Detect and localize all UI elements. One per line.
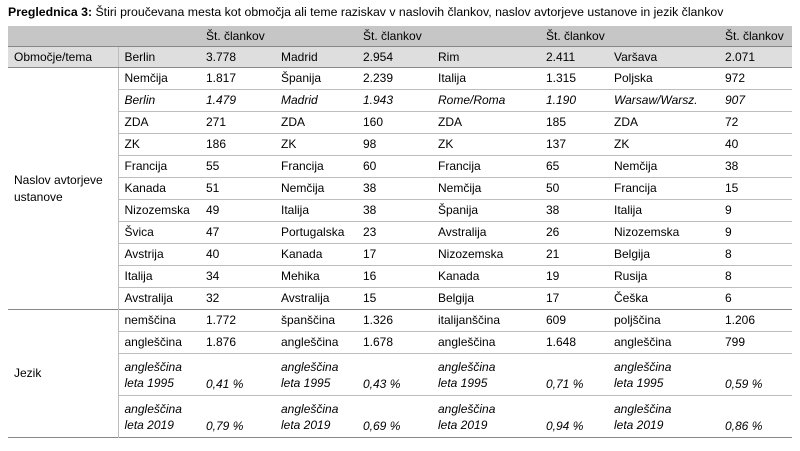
cell-count: 1.772: [200, 310, 275, 332]
cell-count: 8: [719, 266, 792, 288]
cell-count: 6: [719, 288, 792, 310]
city-count: 2.954: [357, 47, 432, 68]
cell-count: 15: [719, 178, 792, 200]
table-row: [8, 332, 792, 354]
cell-country: Rusija: [608, 266, 719, 288]
cell-country: Kanada: [432, 266, 540, 288]
cell-share-value: 0,43 %: [357, 354, 432, 396]
cell-count: 47: [200, 222, 275, 244]
cell-share-label: [608, 396, 719, 438]
cell-count: 65: [540, 156, 608, 178]
cell-share-label: [432, 396, 540, 438]
caption-label: Preglednica 3:: [8, 5, 93, 19]
table-row: [8, 244, 792, 266]
cell-count: 32: [200, 288, 275, 310]
cell-language: angleščina: [275, 332, 357, 354]
count-header: Št. člankov: [719, 26, 792, 47]
cell-country: Nemčija: [608, 156, 719, 178]
cell-language: nemščina: [118, 310, 200, 332]
cell-count: 15: [357, 288, 432, 310]
cell-country: Italija: [608, 200, 719, 222]
cell-count: 40: [719, 134, 792, 156]
cell-count: 72: [719, 112, 792, 134]
cell-country: Francija: [608, 178, 719, 200]
cell-country: Nemčija: [432, 178, 540, 200]
table-row: [8, 266, 792, 288]
cell-count: 1.876: [200, 332, 275, 354]
share-label-line: angleščina: [438, 359, 496, 374]
cell-count: 98: [357, 134, 432, 156]
cell-country: ZK: [608, 134, 719, 156]
cell-country: ZDA: [608, 112, 719, 134]
cell-country: Nemčija: [118, 68, 200, 90]
cell-language: angleščina: [118, 332, 200, 354]
table-row: [8, 288, 792, 310]
cell-count: 17: [357, 244, 432, 266]
cell-share-label: [118, 396, 200, 438]
cell-share-value: 0,94 %: [540, 396, 608, 438]
cell-country: Nizozemska: [432, 244, 540, 266]
cell-country: Francija: [275, 156, 357, 178]
cell-count: 38: [719, 156, 792, 178]
group-label-language: Jezik: [8, 310, 118, 438]
cell-country: Francija: [432, 156, 540, 178]
cell-country: Avstralija: [118, 288, 200, 310]
cell-count: 50: [540, 178, 608, 200]
cell-count: 16: [357, 266, 432, 288]
cell-country: Mehika: [275, 266, 357, 288]
share-label-line: angleščina: [438, 401, 496, 416]
cell-country: Češka: [608, 288, 719, 310]
cell-count: 1.206: [719, 310, 792, 332]
cell-count: 1.648: [540, 332, 608, 354]
share-label-line: angleščina: [281, 359, 339, 374]
city-name: Varšava: [608, 47, 719, 68]
cell-count: 23: [357, 222, 432, 244]
cell-count: 1.190: [540, 90, 608, 112]
cell-country: Švica: [118, 222, 200, 244]
cell-country: Poljska: [614, 71, 653, 85]
cell-country: Avstralija: [432, 222, 540, 244]
city-name: Madrid: [275, 47, 357, 68]
cell-count: 1.943: [357, 90, 432, 112]
share-label-line: angleščina: [614, 359, 672, 374]
share-label-line: leta 1995: [281, 375, 331, 390]
cell-count: 34: [200, 266, 275, 288]
count-header: Št. člankov: [357, 26, 432, 47]
cell-count: 49: [200, 200, 275, 222]
header-row-cities: [8, 47, 792, 68]
cell-country: Berlin: [118, 90, 200, 112]
share-label-line: leta 1995: [124, 375, 174, 390]
cell-country: Španija: [281, 71, 322, 85]
cell-count: 38: [357, 200, 432, 222]
cell-language: španščina: [275, 310, 357, 332]
count-header: Št. člankov: [200, 26, 275, 47]
cell-count: 60: [357, 156, 432, 178]
cell-count: 972: [725, 71, 746, 85]
cell-country: Italija: [438, 71, 467, 85]
cell-language: poljščina: [608, 310, 719, 332]
cell-count: 38: [357, 178, 432, 200]
cell-count: 8: [719, 244, 792, 266]
table-row: [8, 310, 792, 332]
cell-language: italijanščina: [432, 310, 540, 332]
cell-country: ZDA: [275, 112, 357, 134]
cell-share-value: 0,59 %: [719, 354, 792, 396]
cell-count: 55: [200, 156, 275, 178]
cell-share-label: [275, 396, 357, 438]
cell-country: Francija: [118, 156, 200, 178]
cell-language: angleščina: [608, 332, 719, 354]
table-caption: [8, 4, 792, 20]
cell-share-value: 0,71 %: [540, 354, 608, 396]
cell-country: Avstralija: [275, 288, 357, 310]
count-header: Št. člankov: [540, 26, 608, 47]
share-label-line: angleščina: [124, 401, 182, 416]
share-label-line: angleščina: [614, 401, 672, 416]
cell-country: Italija: [118, 266, 200, 288]
cell-count: 907: [719, 90, 792, 112]
cell-count: 186: [200, 134, 275, 156]
table-row: [8, 68, 792, 90]
share-label-line: leta 2019: [614, 417, 664, 432]
cell-share-value: 0,86 %: [719, 396, 792, 438]
cell-share-label: [118, 354, 200, 396]
cell-count: 51: [200, 178, 275, 200]
cell-count: 160: [357, 112, 432, 134]
share-label-line: leta 2019: [438, 417, 488, 432]
cell-share-value: 0,41 %: [200, 354, 275, 396]
cell-count: 9: [719, 222, 792, 244]
cell-country: Portugalska: [275, 222, 357, 244]
share-label-line: leta 2019: [124, 417, 174, 432]
share-label-line: leta 1995: [614, 375, 664, 390]
cell-country: Rome/Roma: [432, 90, 540, 112]
table-row: [8, 156, 792, 178]
cell-share-label: [608, 354, 719, 396]
table-row: [8, 178, 792, 200]
table-row: [8, 222, 792, 244]
column-label-area: Območje/tema: [8, 47, 118, 68]
table-row: [8, 90, 792, 112]
cell-country: ZDA: [432, 112, 540, 134]
table-row: [8, 200, 792, 222]
cell-country: ZK: [432, 134, 540, 156]
cell-share-value: 0,69 %: [357, 396, 432, 438]
cell-share-label: [432, 354, 540, 396]
table-row: [8, 134, 792, 156]
group-label-institution: Naslov avtorjeve ustanove: [14, 172, 103, 204]
cell-country: Italija: [275, 200, 357, 222]
share-label-line: angleščina: [281, 401, 339, 416]
city-count: 3.778: [200, 47, 275, 68]
cell-country: Kanada: [275, 244, 357, 266]
cell-count: 1.817: [206, 71, 237, 85]
cell-count: 38: [540, 200, 608, 222]
city-count: 2.071: [719, 47, 792, 68]
cell-country: Španija: [432, 200, 540, 222]
cell-count: 1.479: [200, 90, 275, 112]
cell-country: Madrid: [275, 90, 357, 112]
share-label-line: leta 1995: [438, 375, 488, 390]
city-count: 2.411: [540, 47, 608, 68]
cell-country: ZK: [275, 134, 357, 156]
city-name: Berlin: [118, 47, 200, 68]
cell-count: 271: [200, 112, 275, 134]
cell-count: 1.326: [357, 310, 432, 332]
cell-count: 799: [719, 332, 792, 354]
cell-count: 26: [540, 222, 608, 244]
cell-count: 9: [719, 200, 792, 222]
cell-country: Warsaw/Warsz.: [608, 90, 719, 112]
cell-count: 19: [540, 266, 608, 288]
cell-country: ZK: [118, 134, 200, 156]
table-row: [8, 354, 792, 396]
cell-count: 17: [540, 288, 608, 310]
cell-country: ZDA: [118, 112, 200, 134]
cell-count: 21: [540, 244, 608, 266]
table-row: [8, 396, 792, 438]
cell-count: 1.678: [357, 332, 432, 354]
cell-country: Nizozemska: [608, 222, 719, 244]
cell-count: 40: [200, 244, 275, 266]
cell-country: Kanada: [118, 178, 200, 200]
cell-count: 1.315: [546, 71, 577, 85]
share-label-line: leta 2019: [281, 417, 331, 432]
caption-text: Štiri proučevana mesta kot območja ali teme raziskav v naslovih člankov, naslov avtorjeve ustanove in jezik člankov: [95, 5, 724, 19]
cell-country: Nizozemska: [118, 200, 200, 222]
data-table: [8, 26, 792, 438]
cell-country: Nemčija: [275, 178, 357, 200]
cell-country: Avstrija: [118, 244, 200, 266]
cell-language: angleščina: [432, 332, 540, 354]
share-label-line: angleščina: [124, 359, 182, 374]
city-name: Rim: [432, 47, 540, 68]
cell-count: 609: [540, 310, 608, 332]
cell-country: Belgija: [432, 288, 540, 310]
cell-count: 137: [540, 134, 608, 156]
table-row: [8, 112, 792, 134]
cell-share-value: 0,79 %: [200, 396, 275, 438]
cell-count: 2.239: [363, 71, 394, 85]
header-row-counts: [8, 26, 792, 47]
cell-country: Belgija: [608, 244, 719, 266]
cell-share-label: [275, 354, 357, 396]
cell-count: 185: [540, 112, 608, 134]
